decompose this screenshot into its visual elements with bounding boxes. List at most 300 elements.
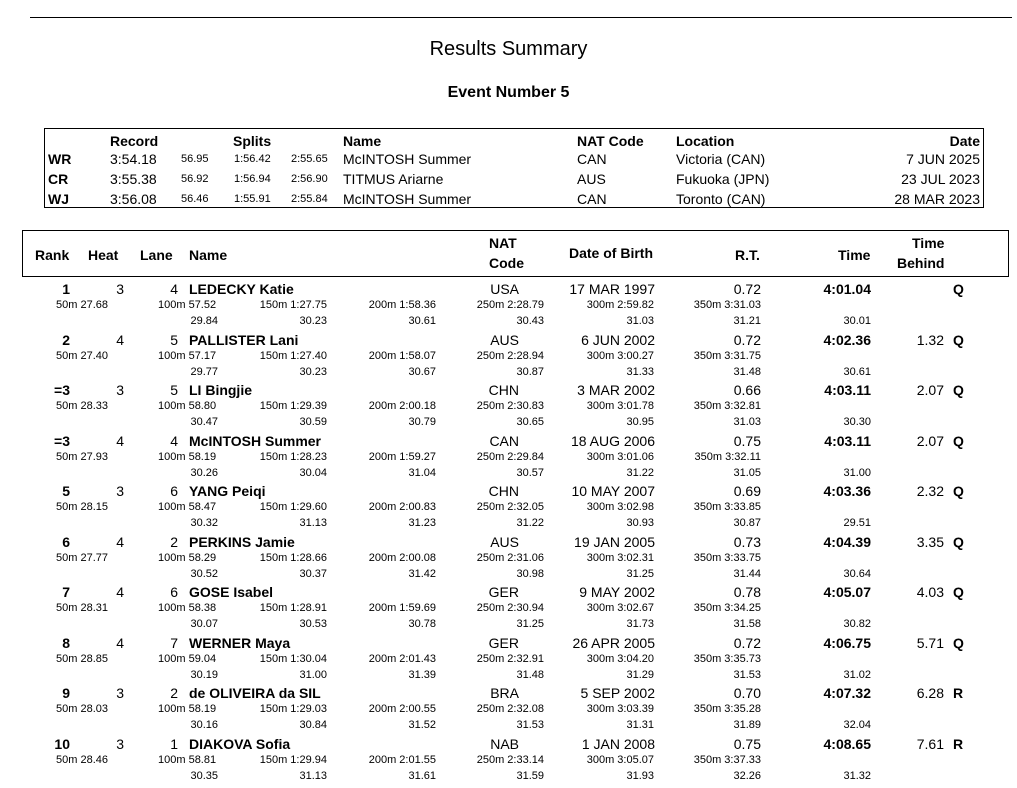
record-date: 28 MAR 2023: [894, 191, 980, 207]
record-split-3: 2:55.84: [291, 193, 328, 205]
record-split-2: 1:56.94: [234, 173, 271, 185]
split-300: 300m 3:05.07: [586, 753, 654, 766]
record-nat: AUS: [577, 171, 606, 187]
diff-400: 30.61: [843, 365, 871, 378]
nat-code: CHN: [488, 382, 519, 398]
diff-300: 30.93: [626, 517, 654, 529]
heat: 4: [116, 533, 124, 550]
date-of-birth: 18 AUG 2006: [570, 432, 655, 449]
diff-350: 31.89: [733, 719, 761, 731]
split-250: 250m 2:30.83: [476, 400, 544, 412]
date-of-birth: 19 JAN 2005: [574, 533, 655, 550]
nat-code: AUS: [490, 331, 519, 348]
diff-200: 31.61: [408, 769, 436, 782]
final-time: 4:05.07: [823, 584, 871, 600]
rank: 8: [62, 634, 70, 651]
record-row: [45, 149, 983, 169]
final-time: 4:08.65: [823, 735, 871, 752]
record-split-2: 1:56.42: [234, 153, 271, 165]
split-100: 100m 57.17: [158, 349, 217, 362]
time-behind: 3.35: [916, 533, 944, 550]
records-table: [44, 128, 984, 208]
time-behind-header-2: Behind: [897, 255, 945, 271]
name-header: Name: [189, 247, 228, 263]
diff-250: 31.22: [516, 517, 544, 529]
rank-header: Rank: [35, 247, 70, 263]
split-150: 150m 1:27.40: [259, 349, 327, 362]
split-50: 50m 28.03: [56, 703, 108, 715]
time-behind: 5.71: [916, 634, 944, 651]
lane: 6: [170, 584, 178, 600]
record-time: 3:54.18: [110, 151, 157, 167]
reaction-time: 0.78: [733, 584, 761, 600]
heat: 3: [116, 735, 124, 752]
nat-header: NAT: [489, 235, 517, 251]
splits-header: Splits: [233, 133, 272, 149]
diff-250: 30.98: [516, 567, 544, 580]
diff-300: 31.25: [626, 567, 654, 580]
page-title: Results Summary: [429, 38, 588, 60]
split-300: 300m 2:59.82: [586, 299, 654, 311]
split-300: 300m 3:03.39: [586, 703, 654, 715]
heat-header: Heat: [88, 247, 119, 263]
split-200: 200m 2:01.55: [368, 753, 436, 766]
qualifier: Q: [953, 634, 964, 651]
final-time: 4:06.75: [823, 634, 871, 651]
time-behind: 2.07: [916, 382, 944, 398]
split-350: 350m 3:34.25: [693, 602, 761, 614]
split-200: 200m 1:58.36: [368, 299, 436, 311]
nat-code: GER: [488, 584, 519, 600]
nat-code: NAB: [490, 735, 519, 752]
split-100: 100m 58.81: [158, 753, 217, 766]
split-50: 50m 28.31: [56, 602, 108, 614]
date-of-birth: 3 MAR 2002: [577, 382, 655, 398]
code-header: Code: [489, 255, 524, 271]
diff-200: 30.61: [408, 315, 436, 327]
qualifier: Q: [953, 382, 964, 398]
time-behind: 7.61: [916, 735, 944, 752]
diff-100: 30.35: [190, 769, 218, 782]
diff-300: 30.95: [626, 416, 654, 428]
diff-350: 31.58: [733, 618, 761, 630]
top-rule: [30, 17, 1012, 18]
name-header: Name: [343, 133, 382, 149]
split-300: 300m 3:02.67: [586, 602, 654, 614]
reaction-time: 0.72: [733, 331, 761, 348]
event-title: Event Number 5: [447, 84, 570, 101]
time-behind-header-1: Time: [912, 235, 945, 251]
qualifier: R: [953, 735, 964, 752]
split-250: 250m 2:32.91: [476, 652, 544, 665]
lane: 7: [170, 634, 178, 651]
lane: 2: [170, 533, 178, 550]
split-200: 200m 2:01.43: [368, 652, 436, 665]
split-300: 300m 3:02.98: [586, 501, 654, 513]
split-150: 150m 1:28.91: [259, 602, 327, 614]
diff-200: 31.04: [408, 466, 436, 479]
diff-200: 31.52: [408, 719, 436, 731]
result-row: [0, 584, 1017, 634]
diff-350: 31.03: [733, 416, 761, 428]
diff-150: 30.53: [299, 618, 327, 630]
reaction-time: 0.72: [733, 634, 761, 651]
split-150: 150m 1:29.94: [259, 753, 327, 766]
final-time: 4:03.11: [824, 382, 871, 398]
diff-200: 31.42: [408, 567, 436, 580]
reaction-time: 0.66: [733, 382, 761, 398]
date-of-birth: 9 MAY 2002: [579, 584, 655, 600]
rank: 1: [62, 281, 70, 297]
diff-100: 30.32: [190, 517, 218, 529]
split-150: 150m 1:29.60: [259, 501, 327, 513]
diff-300: 31.93: [626, 769, 654, 782]
qualifier: R: [953, 685, 964, 701]
diff-400: 31.02: [843, 668, 871, 681]
nat-code: BRA: [490, 685, 519, 701]
lane-header: Lane: [140, 247, 173, 263]
diff-100: 30.26: [190, 466, 218, 479]
split-200: 200m 2:00.55: [368, 703, 436, 715]
diff-100: 30.47: [190, 416, 218, 428]
result-row: [0, 281, 1017, 331]
record-header: Record: [110, 133, 159, 149]
qualifier: Q: [953, 281, 964, 297]
diff-300: 31.31: [626, 719, 654, 731]
split-300: 300m 3:04.20: [586, 652, 654, 665]
diff-200: 30.67: [408, 365, 436, 378]
lane: 5: [170, 331, 178, 348]
split-150: 150m 1:27.75: [259, 299, 327, 311]
split-100: 100m 58.19: [158, 450, 217, 463]
record-code: WJ: [48, 191, 69, 207]
qualifier: Q: [953, 584, 964, 600]
split-100: 100m 58.38: [158, 602, 217, 614]
split-350: 350m 3:31.03: [693, 299, 761, 311]
heat: 3: [116, 685, 124, 701]
rank: =3: [54, 382, 70, 398]
split-350: 350m 3:33.75: [693, 551, 761, 564]
split-300: 300m 3:00.27: [586, 349, 654, 362]
final-time: 4:03.36: [823, 483, 871, 499]
record-split-1: 56.95: [181, 153, 209, 165]
swimmer-name: LEDECKY Katie: [189, 281, 294, 297]
qualifier: Q: [953, 432, 964, 449]
results-header: [22, 230, 1009, 277]
time-header: Time: [838, 247, 871, 263]
split-250: 250m 2:30.94: [476, 602, 544, 614]
split-50: 50m 27.68: [56, 299, 108, 311]
diff-100: 30.52: [190, 567, 218, 580]
diff-250: 31.59: [516, 769, 544, 782]
nat-code: AUS: [490, 533, 519, 550]
split-200: 200m 2:00.83: [368, 501, 436, 513]
split-50: 50m 27.40: [56, 349, 108, 362]
diff-250: 31.53: [516, 719, 544, 731]
split-150: 150m 1:28.66: [259, 551, 327, 564]
diff-250: 30.87: [516, 365, 544, 378]
split-100: 100m 58.19: [158, 703, 217, 715]
diff-300: 31.03: [626, 315, 654, 327]
location-header: Location: [676, 133, 735, 149]
diff-100: 29.84: [190, 315, 218, 327]
rt-header: R.T.: [735, 247, 760, 263]
diff-200: 30.79: [408, 416, 436, 428]
split-50: 50m 28.15: [56, 501, 108, 513]
record-nat: CAN: [577, 151, 607, 167]
record-row: [45, 169, 983, 189]
split-250: 250m 2:31.06: [476, 551, 544, 564]
diff-300: 31.29: [626, 668, 654, 681]
record-location: Fukuoka (JPN): [676, 171, 770, 187]
split-300: 300m 3:02.31: [586, 551, 654, 564]
record-split-3: 2:55.65: [291, 153, 328, 165]
result-row: [0, 534, 1017, 584]
reaction-time: 0.73: [733, 533, 761, 550]
swimmer-name: YANG Peiqi: [189, 483, 266, 499]
result-row: [0, 635, 1017, 685]
split-250: 250m 2:32.05: [476, 501, 544, 513]
date-of-birth: 6 JUN 2002: [581, 331, 655, 348]
diff-400: 29.51: [843, 517, 871, 529]
diff-150: 30.23: [299, 365, 327, 378]
swimmer-name: PALLISTER Lani: [189, 331, 299, 348]
split-200: 200m 1:58.07: [368, 349, 436, 362]
result-row: [0, 685, 1017, 735]
final-time: 4:01.04: [823, 281, 871, 297]
diff-400: 30.64: [843, 567, 871, 580]
record-name: McINTOSH Summer: [343, 191, 472, 207]
split-250: 250m 2:28.79: [476, 299, 544, 311]
heat: 3: [116, 483, 124, 499]
diff-150: 30.23: [299, 315, 327, 327]
diff-400: 30.30: [843, 416, 871, 428]
split-150: 150m 1:30.04: [259, 652, 327, 665]
qualifier: Q: [953, 533, 964, 550]
lane: 5: [170, 382, 178, 398]
heat: 4: [116, 584, 124, 600]
split-300: 300m 3:01.78: [586, 400, 654, 412]
split-50: 50m 28.85: [56, 652, 108, 665]
diff-350: 31.44: [733, 567, 761, 580]
diff-400: 32.04: [843, 719, 871, 731]
result-row: [0, 382, 1017, 432]
split-100: 100m 58.80: [158, 400, 217, 412]
split-350: 350m 3:32.81: [693, 400, 761, 412]
diff-150: 30.59: [299, 416, 327, 428]
record-location: Victoria (CAN): [676, 151, 766, 167]
record-split-1: 56.46: [181, 193, 209, 205]
reaction-time: 0.70: [733, 685, 761, 701]
record-code: WR: [48, 151, 72, 167]
swimmer-name: McINTOSH Summer: [189, 432, 321, 449]
result-row: [0, 483, 1017, 533]
swimmer-name: GOSE Isabel: [189, 584, 274, 600]
heat: 4: [116, 432, 124, 449]
result-row: [0, 332, 1017, 382]
nat-code: USA: [490, 281, 519, 297]
diff-150: 30.04: [299, 466, 327, 479]
date-of-birth: 10 MAY 2007: [571, 483, 655, 499]
final-time: 4:04.39: [823, 533, 871, 550]
split-50: 50m 28.46: [56, 753, 108, 766]
diff-300: 31.22: [626, 466, 654, 479]
split-100: 100m 58.47: [158, 501, 217, 513]
diff-150: 31.13: [299, 517, 327, 529]
nat-code: CAN: [489, 432, 519, 449]
diff-350: 32.26: [733, 769, 761, 782]
lane: 1: [170, 735, 178, 752]
time-behind: 1.32: [916, 331, 944, 348]
split-300: 300m 3:01.06: [586, 450, 654, 463]
split-250: 250m 2:28.94: [476, 349, 544, 362]
lane: 4: [170, 432, 178, 449]
split-250: 250m 2:32.08: [476, 703, 544, 715]
diff-150: 30.37: [299, 567, 327, 580]
record-split-1: 56.92: [181, 173, 209, 185]
reaction-time: 0.75: [733, 735, 761, 752]
rank: 5: [62, 483, 70, 499]
heat: 4: [116, 331, 124, 348]
record-name: McINTOSH Summer: [343, 151, 472, 167]
time-behind: 2.32: [916, 483, 944, 499]
nat-code-header: NAT Code: [577, 133, 644, 149]
final-time: 4:07.32: [823, 685, 871, 701]
split-250: 250m 2:29.84: [476, 450, 544, 463]
split-50: 50m 27.93: [56, 450, 108, 463]
split-200: 200m 1:59.27: [368, 450, 436, 463]
lane: 6: [170, 483, 178, 499]
split-150: 150m 1:29.39: [259, 400, 327, 412]
split-150: 150m 1:29.03: [259, 703, 327, 715]
split-100: 100m 58.29: [158, 551, 217, 564]
swimmer-name: WERNER Maya: [189, 634, 291, 651]
record-split-2: 1:55.91: [234, 193, 271, 205]
dob-header: Date of Birth: [569, 245, 653, 261]
date-of-birth: 26 APR 2005: [572, 634, 655, 651]
split-150: 150m 1:28.23: [259, 450, 327, 463]
diff-300: 31.33: [626, 365, 654, 378]
diff-350: 30.87: [733, 517, 761, 529]
record-row: [45, 189, 983, 209]
swimmer-name: LI Bingjie: [189, 382, 252, 398]
split-350: 350m 3:35.73: [693, 652, 761, 665]
swimmer-name: DIAKOVA Sofia: [189, 735, 291, 752]
split-350: 350m 3:32.11: [694, 450, 761, 463]
diff-350: 31.21: [733, 315, 761, 327]
diff-100: 29.77: [190, 365, 218, 378]
split-100: 100m 59.04: [158, 652, 217, 665]
date-header: Date: [949, 133, 980, 149]
split-100: 100m 57.52: [158, 299, 217, 311]
date-of-birth: 5 SEP 2002: [580, 685, 655, 701]
final-time: 4:02.36: [823, 331, 871, 348]
split-50: 50m 28.33: [56, 400, 108, 412]
record-time: 3:55.38: [110, 171, 157, 187]
split-200: 200m 1:59.69: [368, 602, 436, 614]
lane: 4: [170, 281, 178, 297]
record-date: 23 JUL 2023: [901, 171, 980, 187]
split-350: 350m 3:33.85: [693, 501, 761, 513]
diff-250: 30.57: [516, 466, 544, 479]
lane: 2: [170, 685, 178, 701]
qualifier: Q: [953, 331, 964, 348]
diff-400: 30.01: [843, 315, 871, 327]
record-nat: CAN: [577, 191, 607, 207]
rank: 10: [54, 735, 70, 752]
diff-250: 30.43: [516, 315, 544, 327]
diff-350: 31.05: [733, 466, 761, 479]
rank: 7: [62, 584, 70, 600]
time-behind: 2.07: [916, 432, 944, 449]
rank: 6: [62, 533, 70, 550]
nat-code: CHN: [488, 483, 519, 499]
diff-200: 31.23: [408, 517, 436, 529]
swimmer-name: PERKINS Jamie: [189, 533, 295, 550]
diff-150: 30.84: [299, 719, 327, 731]
rank: =3: [54, 432, 70, 449]
diff-100: 30.19: [190, 668, 218, 681]
diff-100: 30.16: [190, 719, 218, 731]
split-350: 350m 3:31.75: [693, 349, 761, 362]
result-row: [0, 433, 1017, 483]
diff-200: 31.39: [408, 668, 436, 681]
date-of-birth: 1 JAN 2008: [581, 735, 655, 752]
diff-250: 31.25: [516, 618, 544, 630]
record-time: 3:56.08: [110, 191, 157, 207]
reaction-time: 0.72: [733, 281, 761, 297]
split-350: 350m 3:37.33: [693, 753, 761, 766]
diff-400: 30.82: [843, 618, 871, 630]
rank: 2: [62, 331, 70, 348]
time-behind: 4.03: [916, 584, 944, 600]
time-behind: 6.28: [916, 685, 944, 701]
diff-350: 31.53: [733, 668, 761, 681]
split-250: 250m 2:33.14: [476, 753, 544, 766]
split-200: 200m 2:00.18: [368, 400, 436, 412]
rank: 9: [62, 685, 70, 701]
diff-200: 30.78: [408, 618, 436, 630]
split-350: 350m 3:35.28: [693, 703, 761, 715]
split-50: 50m 27.77: [56, 551, 108, 564]
diff-100: 30.07: [190, 618, 218, 630]
record-date: 7 JUN 2025: [906, 151, 980, 167]
heat: 3: [116, 281, 124, 297]
result-row: [0, 736, 1017, 786]
diff-250: 31.48: [516, 668, 544, 681]
nat-code: GER: [488, 634, 519, 651]
swimmer-name: de OLIVEIRA da SIL: [189, 685, 321, 701]
diff-400: 31.00: [843, 466, 871, 479]
record-location: Toronto (CAN): [676, 191, 766, 207]
record-split-3: 2:56.90: [291, 173, 328, 185]
record-code: CR: [48, 171, 69, 187]
split-200: 200m 2:00.08: [368, 551, 436, 564]
date-of-birth: 17 MAR 1997: [569, 281, 655, 297]
qualifier: Q: [953, 483, 964, 499]
reaction-time: 0.69: [733, 483, 761, 499]
heat: 4: [116, 634, 124, 651]
diff-150: 31.13: [299, 769, 327, 782]
diff-250: 30.65: [516, 416, 544, 428]
heat: 3: [116, 382, 124, 398]
diff-300: 31.73: [626, 618, 654, 630]
final-time: 4:03.11: [824, 432, 871, 449]
reaction-time: 0.75: [733, 432, 761, 449]
diff-400: 31.32: [843, 769, 871, 782]
diff-150: 31.00: [299, 668, 327, 681]
record-name: TITMUS Ariarne: [343, 171, 444, 187]
